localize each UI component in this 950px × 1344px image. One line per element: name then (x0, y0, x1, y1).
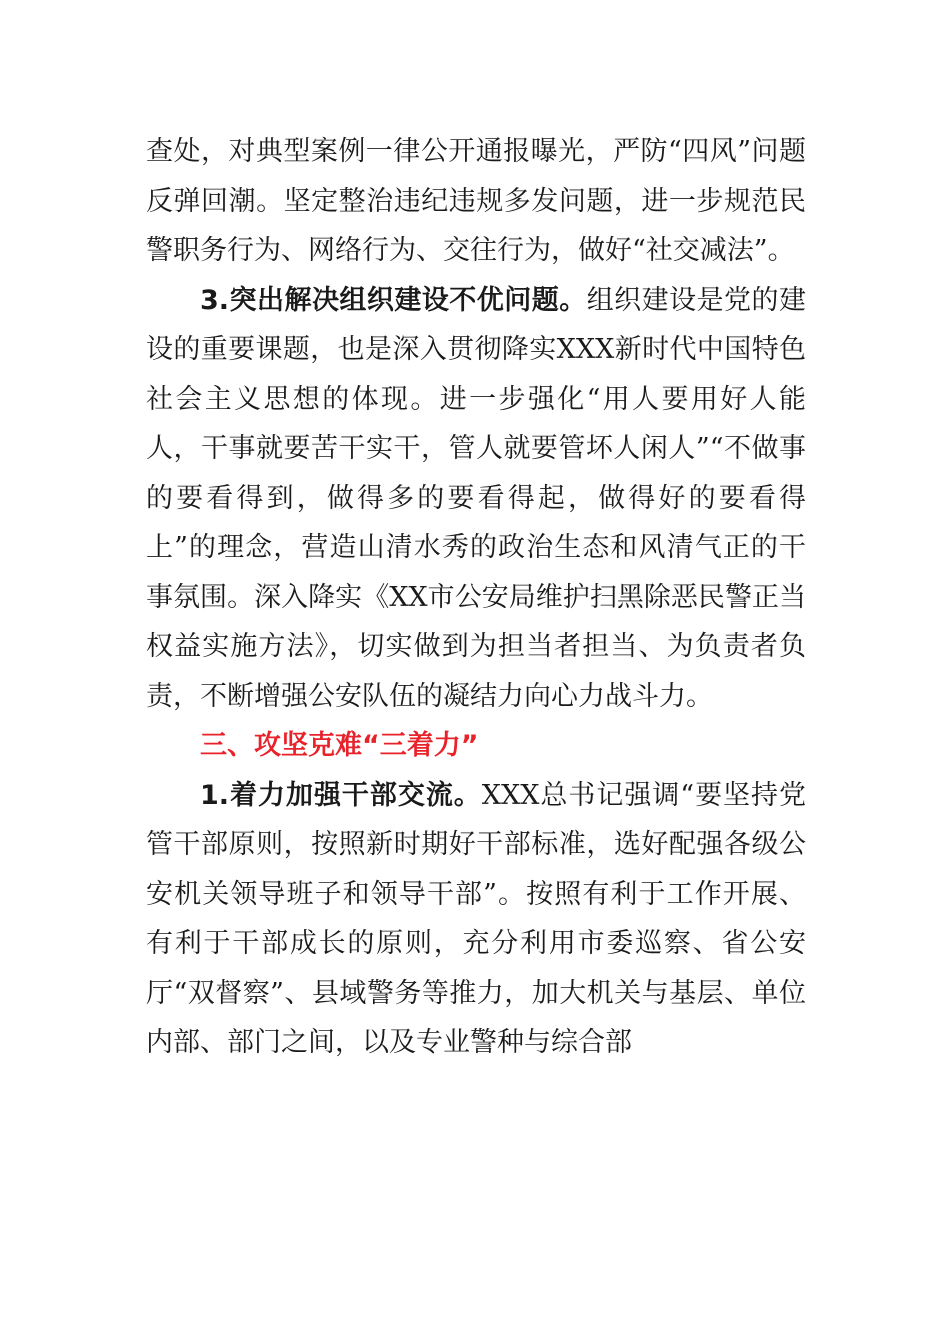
paragraph-1-text: 查处，对典型案例一律公开通报曝光，严防“四风”问题反弹回潮。坚定整治违纪违规多发问题，进一步规范民警职务行为、网络行为、交往行为，做好“社交减法”。 (146, 136, 806, 266)
paragraph-3 (146, 771, 806, 1068)
paragraph-3-lead: 1.着力加强干部交流。 (200, 779, 482, 811)
paragraph-2-body: 组织建设是党的建设的重要课题，也是深入贯彻降实XXX新时代中国特色社会主义思想的体现。进一步强化“用人要用好人能人，干事就要苦干实干，管人就要管坏人闲人”“不做事的要看得到，做得多的要看得起，做得好的要看得上”的理念，营造山清水秀的政治生态和风清气正的干事氛围。深入降实《XX市公安局维护扫黑除恶民警正当权益实施方法》，切实做到为担当者担当、为负责者负责，不断增强公安队伍的凝结力向心力战斗力。 (146, 284, 807, 712)
paragraph-2 (146, 276, 806, 722)
section-heading: 三、攻坚克难“三着力” (200, 730, 479, 761)
paragraph-1 (146, 127, 806, 276)
paragraph-3-body: XXX总书记强调“要坚持党管干部原则，按照新时期好干部标准，选好配强各级公安机关领导班子和领导干部”。按照有利于工作开展、有利于干部成长的原则，充分利用市委巡察、省公安厅“双督察”、县域警务等推力，加大机关与基层、单位内部、部门之间，以及专业警种与综合部 (146, 779, 807, 1058)
paragraph-2-lead: 3.突出解决组织建设不优问题。 (200, 284, 587, 316)
document-page (146, 127, 806, 1068)
